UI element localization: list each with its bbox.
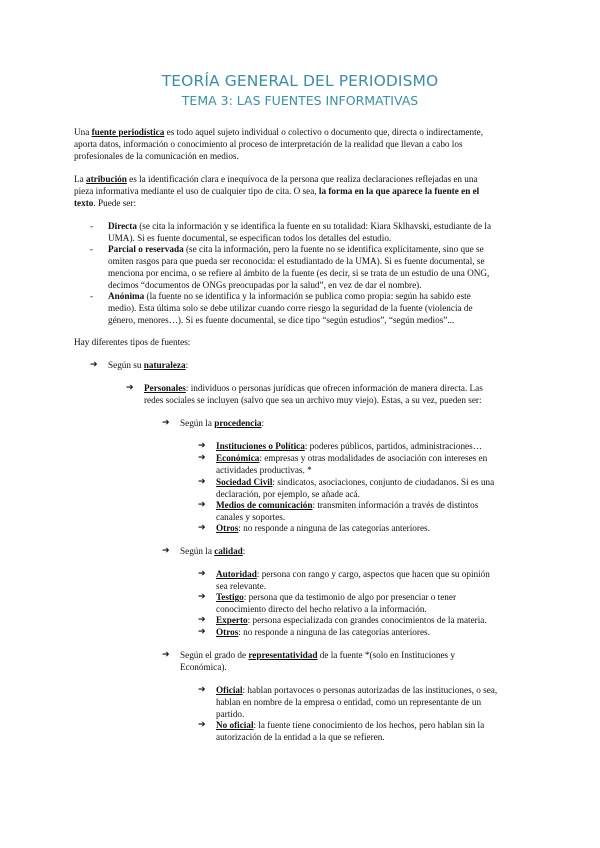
personales-line-1: Personales: individuos o personas jurídicas que ofrecen información de manera directa. Las [144,383,483,393]
calidad-otros: Otros: no responde a ninguna de las categorías anteriores. [216,627,430,637]
attr-directa-line-1: Directa (se cita la información y se identifica la fuente en su totalidad: Kiara Sklhavski, estudiante de la [108,221,492,231]
list-bullet: - [90,291,94,301]
arrow-icon: ➔ [198,453,206,463]
heading-representatividad-line-2: Económica). [180,662,227,672]
attr-parcial-line-4: decimos “documentos de ONGs preocupadas por la salud”, en vez de dar el nombre). [108,280,422,290]
paragraph-atribucion-line-3: texto. Puede ser: [74,198,136,208]
document-title: TEORÍA GENERAL DEL PERIODISMO [161,72,439,90]
paragraph-fuente-line-2: aporta datos, información o conocimiento al proceso de interpretación de la realidad que llevan a cabo los [74,139,463,149]
procedencia-instituciones: Instituciones o Política: poderes públicos, partidos, administraciones… [216,441,482,451]
arrow-icon: ➔ [198,569,206,579]
attr-anonima-line-3: género, menores…). Si es fuente documental, se dice tipo “según estudios”, “según medios”... [108,315,455,325]
arrow-icon: ➔ [198,500,206,510]
paragraph-atribucion-line-2: pieza informativa mediante el uso de cualquier tipo de cita. O sea, la forma en la que aparece la fuente en el [74,186,480,196]
heading-naturaleza: Según su naturaleza: [108,360,189,370]
paragraph-atribucion-line-1: La atribución es la identificación clara e inequívoca de la persona que realiza declaraciones reflejadas en una [74,174,478,184]
personales-line-2: redes sociales se incluyen (salvo que sea un archivo muy viejo). Estas, a su vez, pueden ser: [144,395,482,405]
attr-anonima-line-2: medio). Esta última solo se debe utilizar cuando corre riesgo la seguridad de la fuente (violencia de [108,303,473,313]
arrow-icon: ➔ [90,360,98,370]
procedencia-economica-line-1: Económica: empresas y otras modalidades de asociación con intereses en [216,453,488,463]
calidad-testigo-line-2: conocimiento directo del hecho relativo a la información. [216,604,427,614]
arrow-icon: ➔ [198,441,206,451]
arrow-icon: ➔ [198,615,206,625]
calidad-autoridad-line-1: Autoridad: persona con rango y cargo, aspectos que hacen que su opinión [216,569,490,579]
paragraph-fuente-line-1: Una fuente periodística es todo aquel sujeto individual o colectivo o documento que, directa o indirectamente, [74,127,484,137]
representatividad-no-oficial-line-1: No oficial: la fuente tiene conocimiento de los hechos, pero hablan sin la [216,720,485,730]
calidad-experto: Experto: persona especializada con grandes conocimientos de la materia. [216,615,487,625]
attr-directa-line-2: UMA). Si es fuente documental, se especifican todos los detalles del estudio. [108,233,392,243]
calidad-testigo-line-1: Testigo: persona que da testimonio de algo por presenciar o tener [216,592,457,602]
document-subtitle: TEMA 3: LAS FUENTES INFORMATIVAS [181,93,419,108]
heading-procedencia: Según la procedencia: [180,418,265,428]
term-fuente-periodistica: fuente periodística [91,127,165,137]
arrow-icon: ➔ [162,650,170,660]
types-intro: Hay diferentes tipos de fuentes: [74,337,191,347]
arrow-icon: ➔ [126,383,134,393]
attr-anonima-line-1: Anónima (la fuente no se identifica y la información se publica como propia: según ha sabido este [108,291,471,301]
attr-parcial-line-1: Parcial o reservada (se cita la información, pero la fuente no se identifica explícitamente, sino que se [108,244,484,254]
procedencia-sociedad-line-2: declaración, por ejemplo, se añade acá. [216,489,360,499]
calidad-autoridad-line-2: sea relevante. [216,581,266,591]
arrow-icon: ➔ [198,477,206,487]
representatividad-oficial-line-1: Oficial: hablan portavoces o personas autorizadas de las instituciones, o sea, [216,685,498,695]
arrow-icon: ➔ [198,627,206,637]
arrow-icon: ➔ [162,418,170,428]
arrow-icon: ➔ [198,592,206,602]
attr-parcial-line-3: menciona por encima, o se refiere al ámbito de la fuente (es decir, si se trata de un estudio de una ONG, [108,268,490,278]
attr-parcial-line-2: omiten rasgos para que pueda ser reconocida: el estudiantado de la UMA). Si es fuente documental, se [108,256,485,266]
procedencia-medios-line-1: Medios de comunicación: transmiten información a través de distintos [216,500,479,510]
procedencia-economica-line-2: actividades productivas. * [216,465,312,475]
representatividad-no-oficial-line-2: autorización de la entidad a la que se refieren. [216,732,385,742]
representatividad-oficial-line-2: hablan en nombre de la empresa o entidad, como un representante de un [216,697,482,707]
arrow-icon: ➔ [162,546,170,556]
procedencia-otros: Otros: no responde a ninguna de las categorías anteriores. [216,523,430,533]
arrow-icon: ➔ [198,523,206,533]
arrow-icon: ➔ [198,685,206,695]
arrow-icon: ➔ [198,720,206,730]
paragraph-fuente-line-3: profesionales de la comunicación en medios. [74,151,239,161]
heading-calidad: Según la calidad: [180,546,246,556]
heading-representatividad-line-1: Según el grado de representatividad de la fuente *(solo en Instituciones y [180,650,455,660]
term-atribucion: atribución [86,174,127,184]
representatividad-oficial-line-3: partido. [216,709,245,719]
procedencia-medios-line-2: canales y soportes. [216,512,286,522]
list-bullet: - [90,221,94,231]
list-bullet: - [90,244,94,254]
procedencia-sociedad-line-1: Sociedad Civil: sindicatos, asociaciones, conjunto de ciudadanos. Si es una [216,477,495,487]
